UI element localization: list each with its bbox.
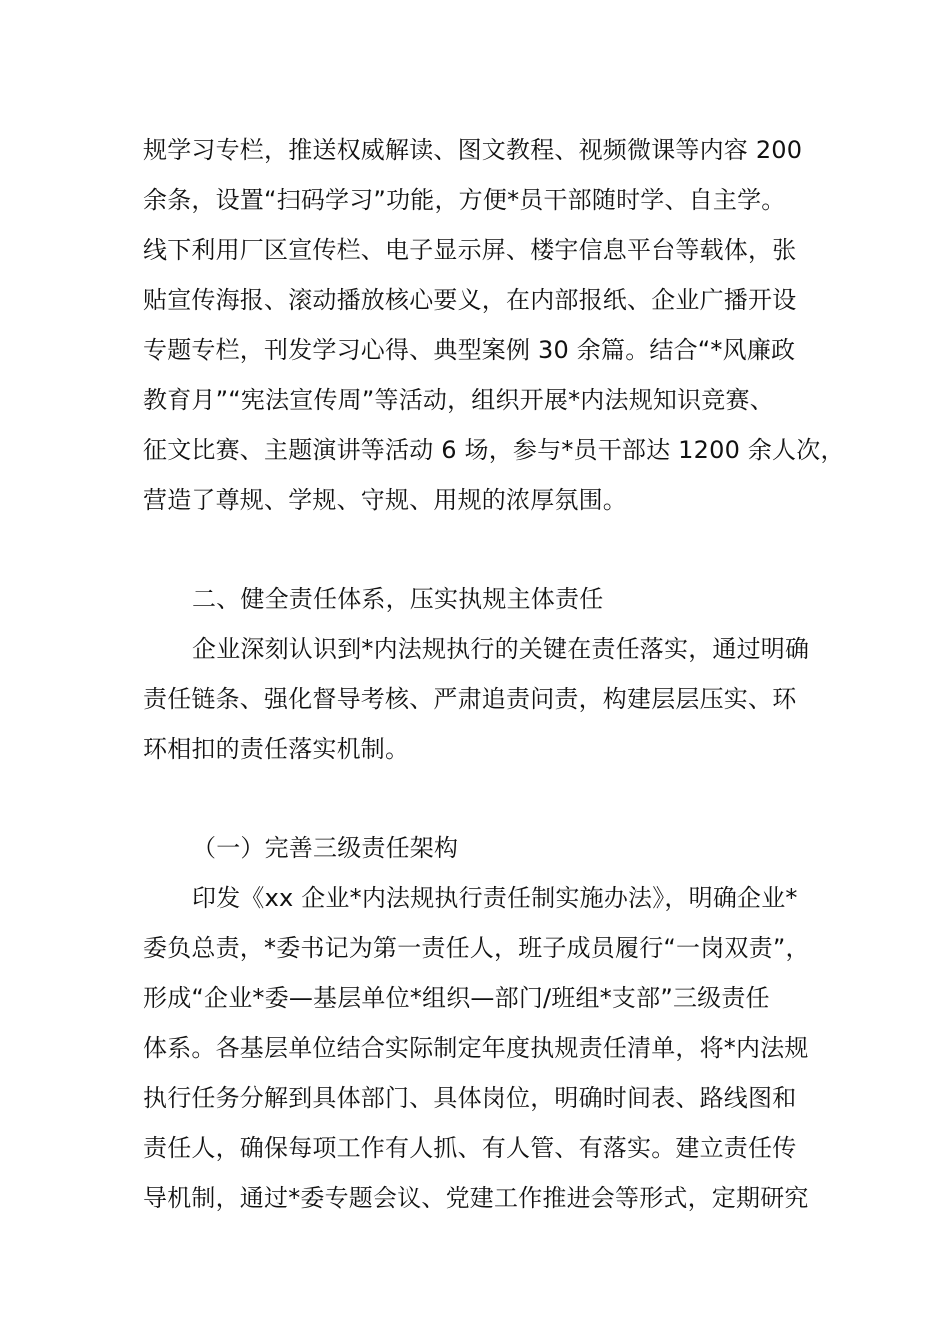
paragraph-1-line-4: 贴宣传海报、滚动播放核心要义，在内部报纸、企业广播开设 — [143, 286, 797, 314]
subsection-1-line-3: 形成“企业*委—基层单位*组织—部门/班组*支部”三级责任 — [143, 984, 770, 1012]
subsection-1-line-2: 委负总责，*委书记为第一责任人，班子成员履行“一岗双责”， — [143, 934, 810, 962]
paragraph-1-line-2: 余条，设置“扫码学习”功能，方便*员干部随时学、自主学。 — [143, 186, 786, 214]
subsection-1-line-6: 责任人，确保每项工作有人抓、有人管、有落实。建立责任传 — [143, 1134, 797, 1162]
section-2-line-2: 责任链条、强化督导考核、严肃追责问责，构建层层压实、环 — [143, 685, 797, 713]
paragraph-1-line-1: 规学习专栏，推送权威解读、图文教程、视频微课等内容 200 — [143, 136, 803, 164]
subsection-1-heading: （一）完善三级责任架构 — [192, 834, 459, 862]
section-2-heading: 二、健全责任体系，压实执规主体责任 — [192, 585, 604, 613]
section-2-line-1: 企业深刻认识到*内法规执行的关键在责任落实，通过明确 — [192, 635, 810, 663]
subsection-1-line-1: 印发《xx 企业*内法规执行责任制实施办法》，明确企业* — [192, 884, 798, 912]
paragraph-1-line-5: 专题专栏，刊发学习心得、典型案例 30 余篇。结合“*风廉政 — [143, 336, 796, 364]
paragraph-1-line-7: 征文比赛、主题演讲等活动 6 场，参与*员干部达 1200 余人次， — [143, 436, 845, 464]
paragraph-1-line-3: 线下利用厂区宣传栏、电子显示屏、楼宇信息平台等载体，张 — [143, 236, 797, 264]
subsection-1-line-4: 体系。各基层单位结合实际制定年度执规责任清单，将*内法规 — [143, 1034, 809, 1062]
subsection-1-line-7: 导机制，通过*委专题会议、党建工作推进会等形式，定期研究 — [143, 1184, 809, 1212]
paragraph-1-line-8: 营造了尊规、学规、守规、用规的浓厚氛围。 — [143, 486, 627, 514]
subsection-1-line-5: 执行任务分解到具体部门、具体岗位，明确时间表、路线图和 — [143, 1084, 797, 1112]
section-2-line-3: 环相扣的责任落实机制。 — [143, 735, 410, 763]
paragraph-1-line-6: 教育月”“宪法宣传周”等活动，组织开展*内法规知识竞赛、 — [143, 386, 774, 414]
